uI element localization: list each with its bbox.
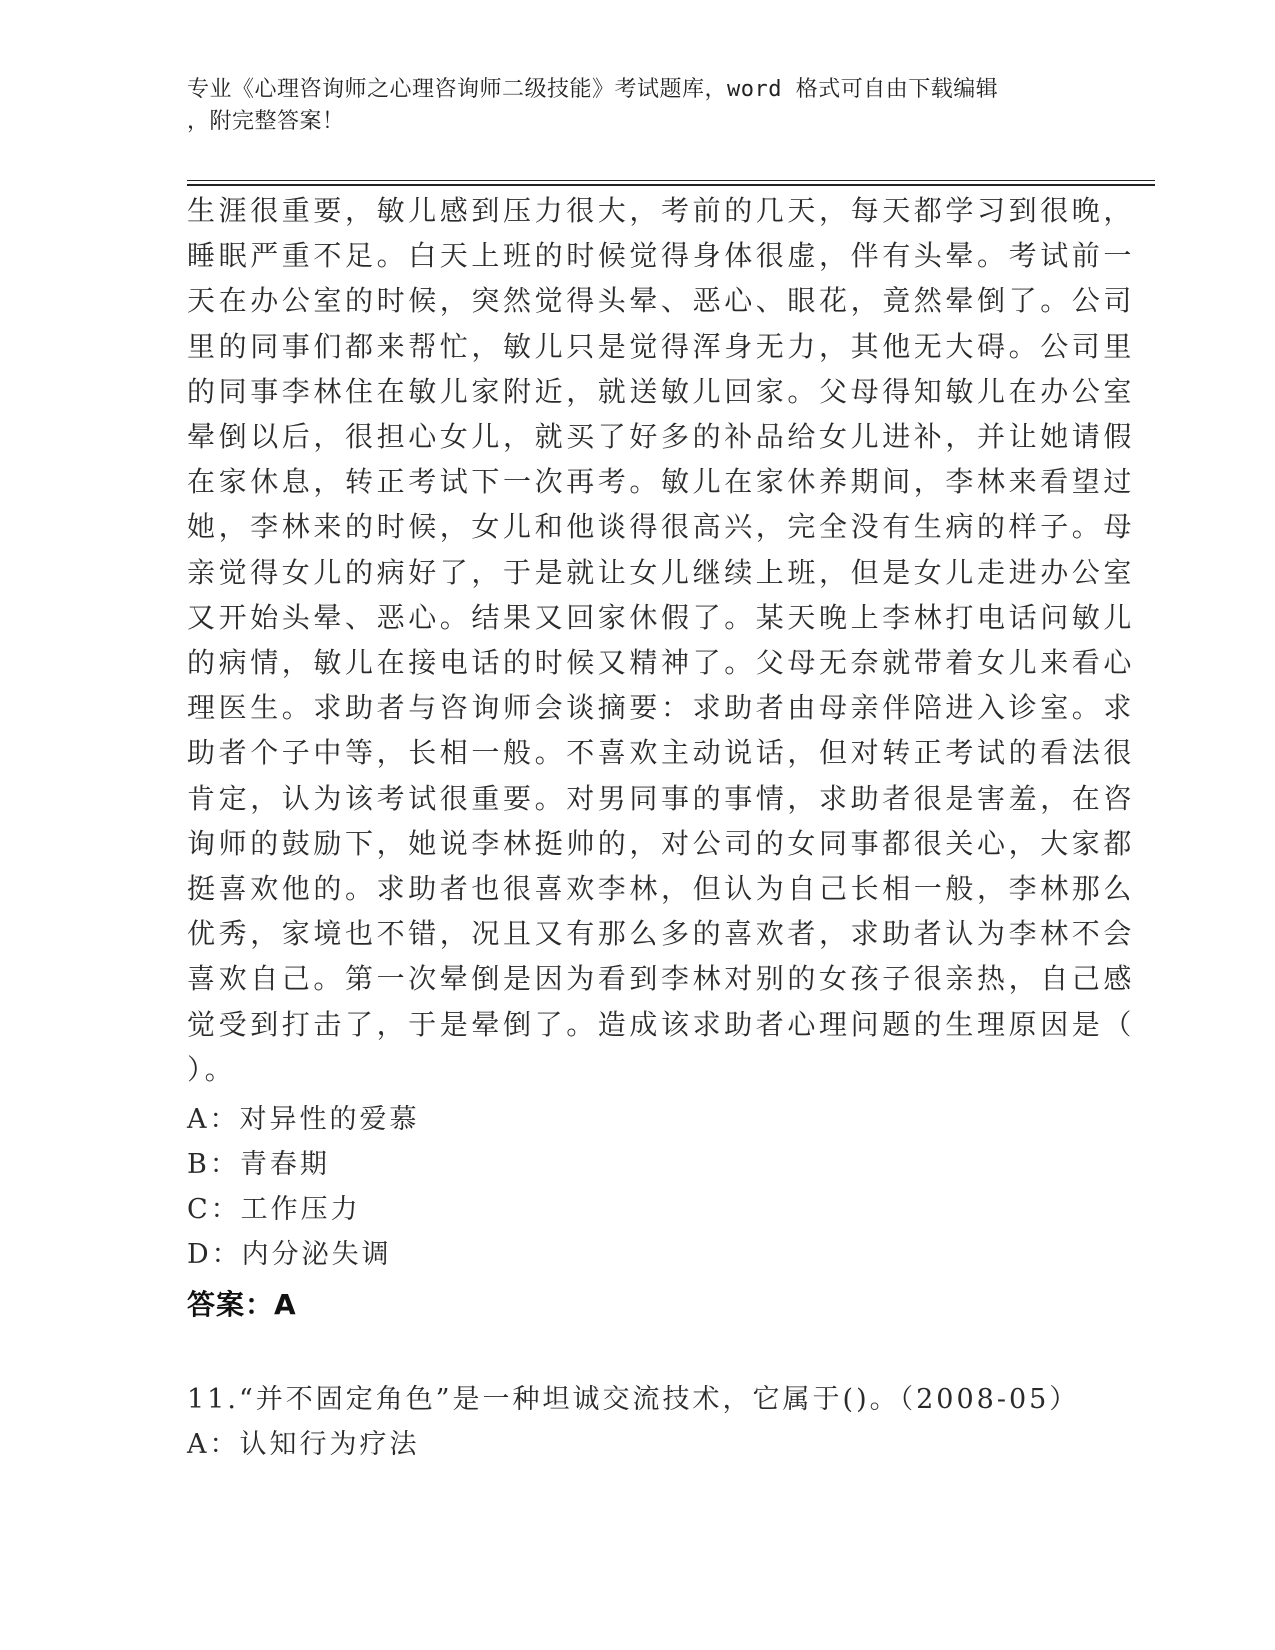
passage-line: 觉受到打击了，于是晕倒了。造成该求助者心理问题的生理原因是（ — [187, 1007, 1136, 1041]
passage-line: 她，李林来的时候，女儿和他谈得很高兴，完全没有生病的样子。母 — [187, 510, 1136, 544]
passage-line: ）。 — [187, 1052, 237, 1086]
header-line-2: ，附完整答案！ — [187, 109, 345, 134]
passage-line: 助者个子中等，长相一般。不喜欢主动说话，但对转正考试的看法很 — [187, 736, 1136, 770]
passage-line: 理医生。求助者与咨询师会谈摘要：求助者由母亲伴陪进入诊室。求 — [187, 691, 1136, 725]
passage-line: 优秀，家境也不错，况且又有那么多的喜欢者，求助者认为李林不会 — [187, 917, 1136, 951]
option-a: A：对异性的爱慕 — [187, 1104, 420, 1135]
passage-line: 亲觉得女儿的病好了，于是就让女儿继续上班，但是女儿走进办公室 — [187, 555, 1136, 589]
question-11-stem: 11.“并不固定角色”是一种坦诚交流技术，它属于()。（2008-05） — [187, 1384, 1080, 1415]
passage-line: 的同事李林住在敏儿家附近，就送敏儿回家。父母得知敏儿在办公室 — [187, 374, 1136, 408]
answer-options — [187, 1097, 420, 1277]
passage-line: 在家休息，转正考试下一次再考。敏儿在家休养期间，李林来看望过 — [187, 465, 1136, 499]
question-11 — [187, 1377, 1079, 1467]
option-b: B：青春期 — [187, 1149, 330, 1180]
passage-line: 生涯很重要，敏儿感到压力很大，考前的几天，每天都学习到很晚， — [187, 194, 1136, 227]
question-passage — [187, 188, 1136, 1092]
passage-line: 喜欢自己。第一次晕倒是因为看到李林对别的女孩子很亲热，自己感 — [187, 962, 1136, 996]
passage-line: 睡眠严重不足。白天上班的时候觉得身体很虚，伴有头晕。考试前一 — [187, 239, 1136, 273]
passage-line: 里的同事们都来帮忙，敏儿只是觉得浑身无力，其他无大碍。公司里 — [187, 329, 1136, 363]
option-d: D：内分泌失调 — [187, 1239, 392, 1270]
passage-line: 挺喜欢他的。求助者也很喜欢李林，但认为自己长相一般，李林那么 — [187, 872, 1136, 906]
header-divider-thin — [187, 180, 1155, 181]
passage-line: 又开始头晕、恶心。结果又回家休假了。某天晚上李林打电话问敏儿 — [187, 600, 1136, 634]
question-11-option-a: A：认知行为疗法 — [187, 1429, 420, 1460]
passage-line: 天在办公室的时候，突然觉得头晕、恶心、眼花，竟然晕倒了。公司 — [187, 284, 1136, 318]
passage-line: 晕倒以后，很担心女儿，就买了好多的补品给女儿进补，并让她请假 — [187, 420, 1136, 454]
document-header — [187, 74, 1067, 138]
header-line-1: 专业《心理咨询师之心理咨询师二级技能》考试题库，word 格式可自由下载编辑 — [187, 77, 999, 102]
passage-line: 的病情，敏儿在接电话的时候又精神了。父母无奈就带着女儿来看心 — [187, 646, 1136, 680]
header-divider-thick — [187, 184, 1155, 186]
passage-line: 肯定，认为该考试很重要。对男同事的事情，求助者很是害羞，在咨 — [187, 781, 1136, 815]
answer-key: 答案：A — [187, 1288, 297, 1321]
option-c: C：工作压力 — [187, 1194, 361, 1225]
passage-line: 询师的鼓励下，她说李林挺帅的，对公司的女同事都很关心，大家都 — [187, 826, 1136, 860]
